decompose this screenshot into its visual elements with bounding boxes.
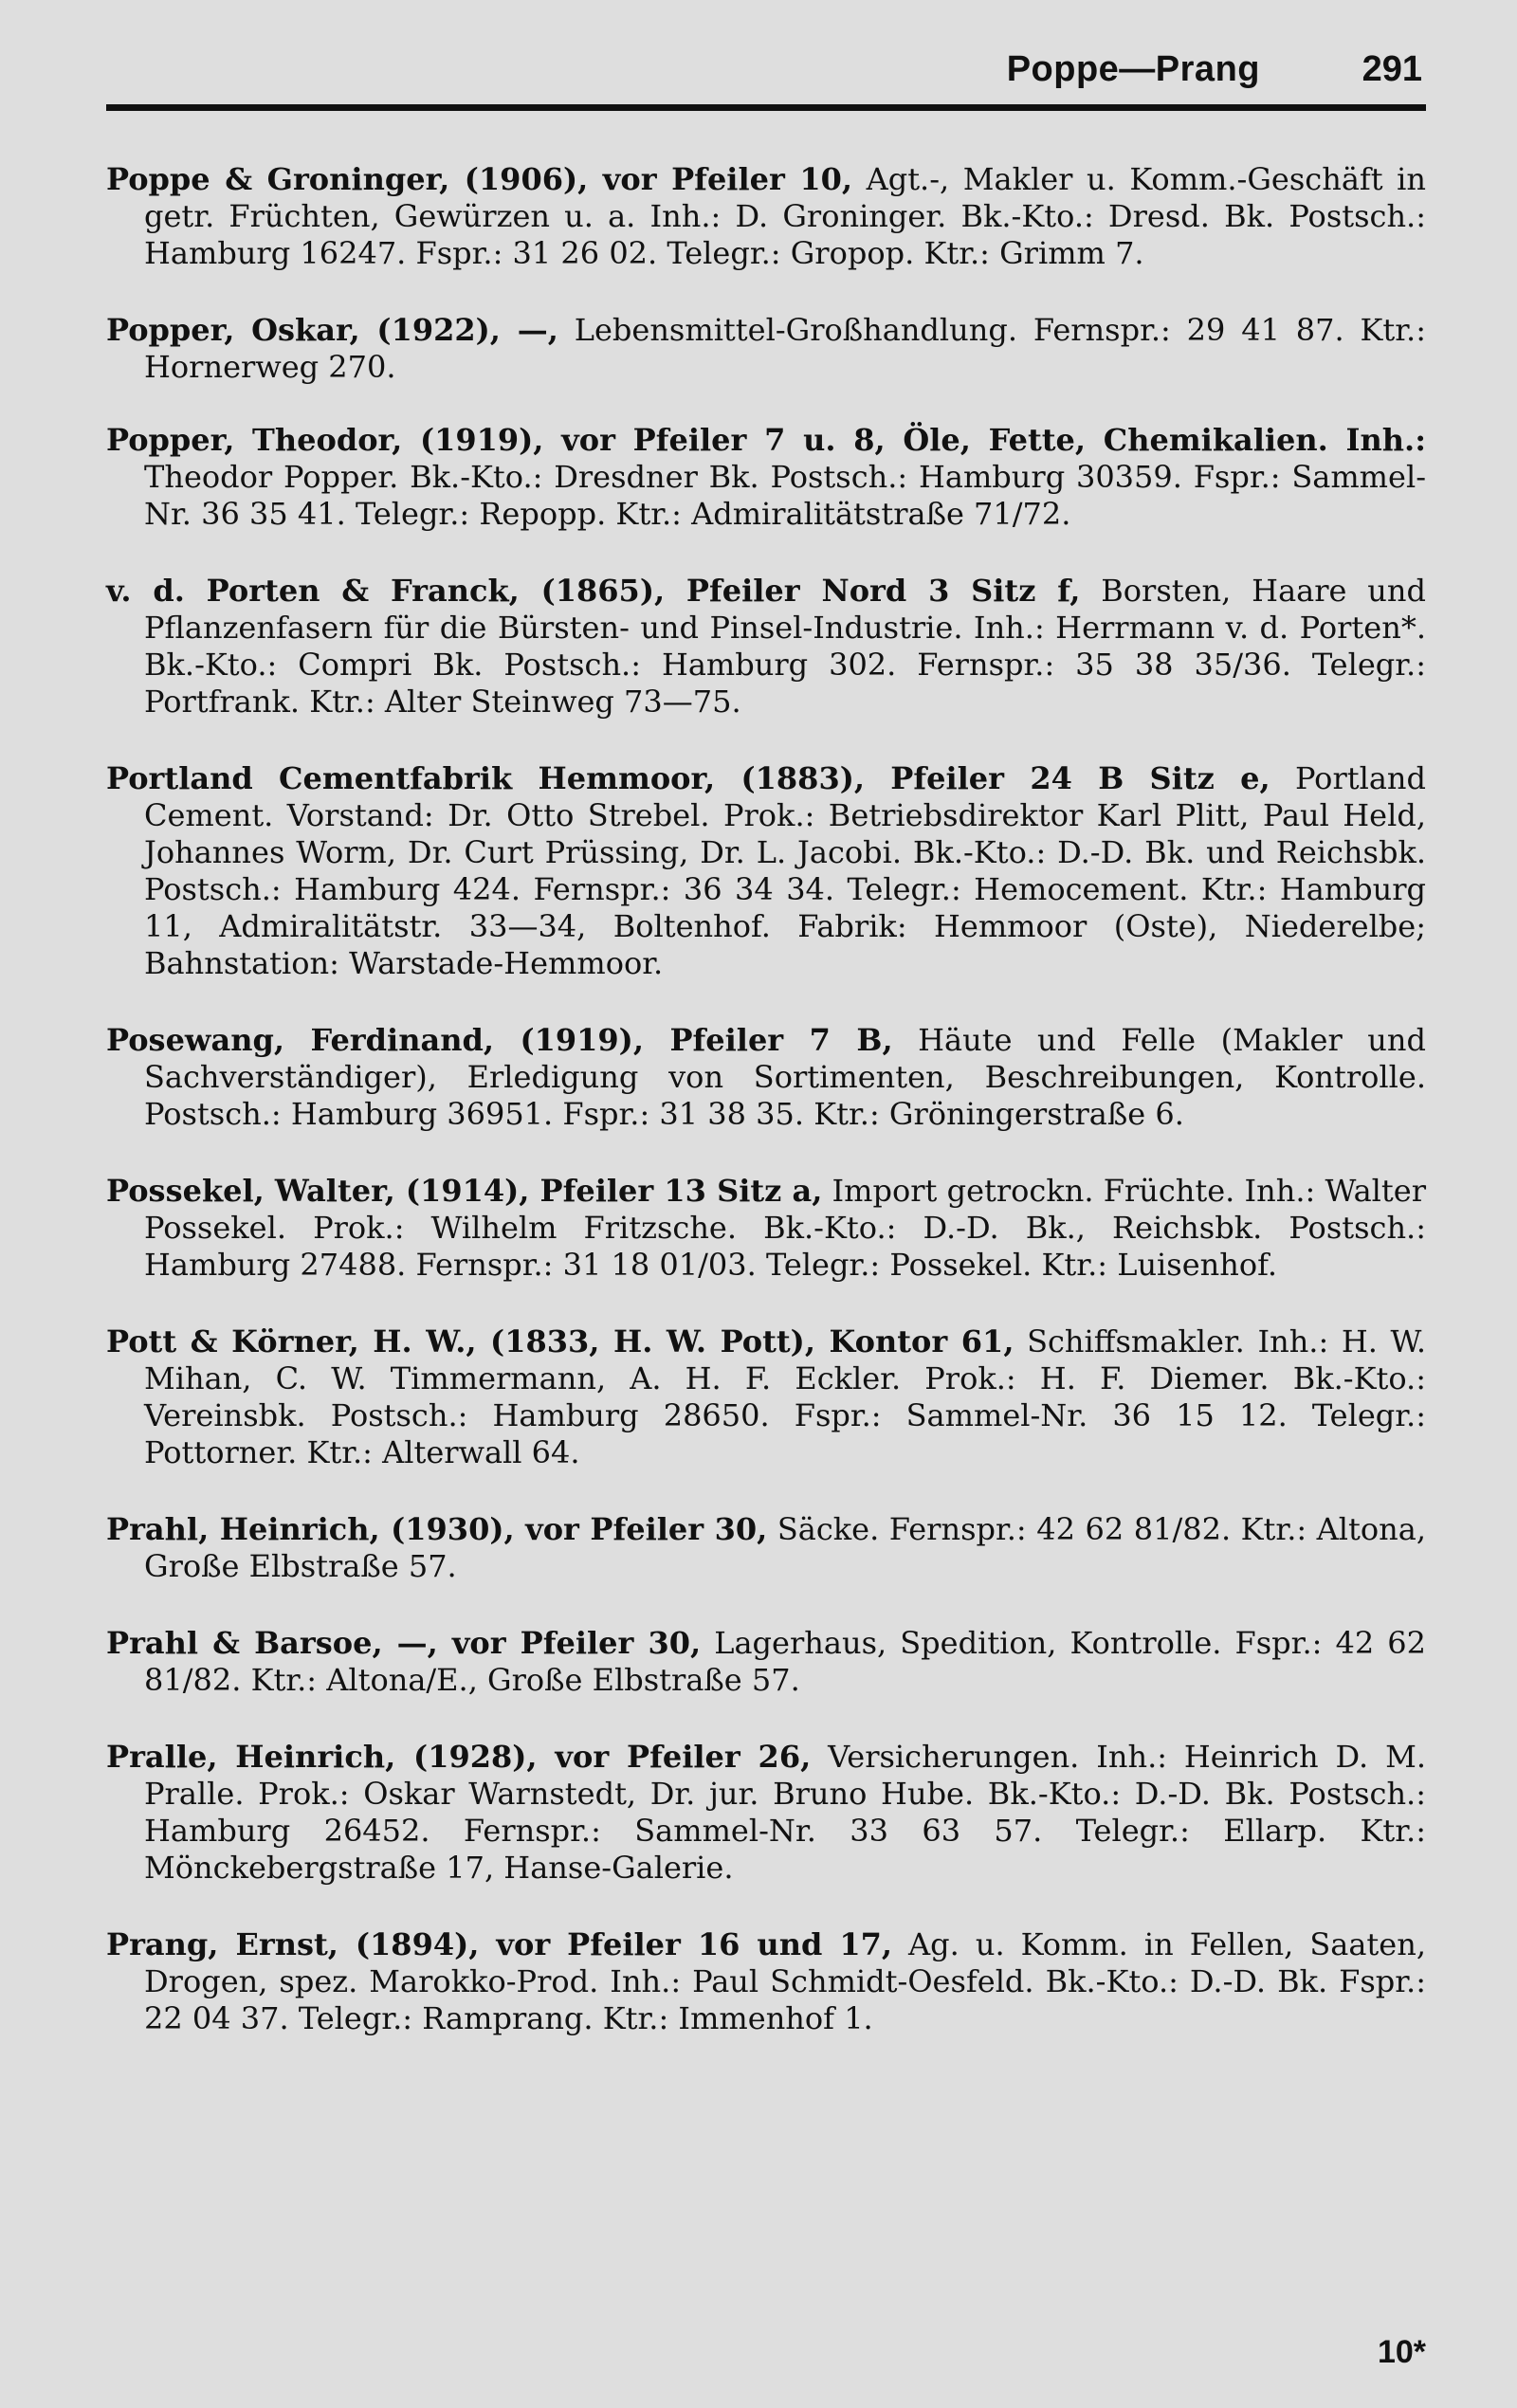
entry-possekel-walter <box>106 1173 1426 1284</box>
entry-popper-theodor <box>106 422 1426 533</box>
entry-pralle-heinrich <box>106 1739 1426 1887</box>
entry-text: Lebensmittel-Großhandlung. Fernspr.: 29 41 87. Ktr.: Hornerweg 270. <box>144 312 1426 385</box>
entry-poppe-groninger <box>106 161 1426 272</box>
entry-name: Pralle, Heinrich, (1928), vor Pfeiler 26, <box>106 1739 812 1775</box>
entry-text: Agt.-, Makler u. Komm.-Geschäft in getr. Früchten, Gewürzen u. a. Inh.: D. Groninger. Bk.-Kto.: Dresd. Bk. Postsch.: Hamburg 16247. Fspr.: 31 26 02. Telegr.: Gropop. Ktr.: Grimm 7. <box>144 161 1426 271</box>
entry-text: Theodor Popper. Bk.-Kto.: Dresdner Bk. Postsch.: Hamburg 30359. Fspr.: Sammel-Nr. 36 35 41. Telegr.: Repopp. Ktr.: Admiralitätstraße 71/72. <box>144 459 1426 532</box>
entry-name: Possekel, Walter, (1914), Pfeiler 13 Sitz a, <box>106 1173 823 1209</box>
running-title: Poppe—Prang <box>1006 49 1260 89</box>
entry-text: Borsten, Haare und Pflanzenfasern für die Bürsten- und Pinsel-Industrie. Inh.: Herrmann v. d. Porten*. Bk.-Kto.: Compri Bk. Postsch.: Hamburg 302. Fernspr.: 35 38 35/36. Telegr.: Portfrank. Ktr.: Alter Steinweg 73—75. <box>144 573 1426 720</box>
entry-name: Popper, Oskar, (1922), —, <box>106 312 558 348</box>
entry-name: Prang, Ernst, (1894), vor Pfeiler 16 und 17, <box>106 1926 893 1962</box>
entry-text: Schiffsmakler. Inh.: H. W. Mihan, C. W. Timmermann, A. H. F. Eckler. Prok.: H. F. Diemer. Bk.-Kto.: Vereinsbk. Postsch.: Hamburg 28650. Fspr.: Sammel-Nr. 36 15 12. Telegr.: Pottorner. Ktr.: Alterwall 64. <box>144 1323 1427 1470</box>
entry-text: Import getrockn. Früchte. Inh.: Walter Possekel. Prok.: Wilhelm Fritzsche. Bk.-Kto.: D.-D. Bk., Reichsbk. Postsch.: Hamburg 27488. Fernspr.: 31 18 01/03. Telegr.: Possekel. Ktr.: Luisenhof. <box>144 1173 1427 1283</box>
running-head <box>106 49 1426 97</box>
entry-posewang-ferdinand <box>106 1022 1426 1133</box>
header-rule <box>106 104 1426 111</box>
entry-prahl-heinrich <box>106 1511 1426 1585</box>
entry-portland-cementfabrik <box>106 760 1426 982</box>
entry-name: Poppe & Groninger, (1906), vor Pfeiler 10, <box>106 161 853 197</box>
entry-name: Pott & Körner, H. W., (1833, H. W. Pott), Kontor 61, <box>106 1323 1014 1359</box>
entry-prahl-barsoe <box>106 1625 1426 1699</box>
entry-prang-ernst <box>106 1926 1426 2037</box>
entry-popper-oskar <box>106 312 1426 386</box>
entry-text: Ag. u. Komm. in Fellen, Saaten, Drogen, spez. Marokko-Prod. Inh.: Paul Schmidt-Oesfeld. Bk.-Kto.: D.-D. Bk. Fspr.: 22 04 37. Telegr.: Ramprang. Ktr.: Immenhof 1. <box>144 1926 1427 2036</box>
page-number: 291 <box>1362 49 1422 89</box>
entry-name: Popper, Theodor, (1919), vor Pfeiler 7 u. 8, Öle, Fette, Chemikalien. Inh.: <box>106 422 1426 458</box>
entry-pott-koerner <box>106 1323 1426 1471</box>
entry-name: Posewang, Ferdinand, (1919), Pfeiler 7 B, <box>106 1022 893 1058</box>
signature-mark: 10* <box>1377 2334 1426 2370</box>
entry-text: Lagerhaus, Spedition, Kontrolle. Fspr.: 42 62 81/82. Ktr.: Altona/E., Große Elbstraße 57. <box>144 1625 1427 1698</box>
entry-text: Versicherungen. Inh.: Heinrich D. M. Pralle. Prok.: Oskar Warnstedt, Dr. jur. Bruno Hube. Bk.-Kto.: D.-D. Bk. Postsch.: Hamburg 26452. Fernspr.: Sammel-Nr. 33 63 57. Telegr.: Ellarp. Ktr.: Mönckebergstraße 17, Hanse-Galerie. <box>144 1739 1427 1886</box>
entries-list <box>106 161 1426 2037</box>
entry-text: Häute und Felle (Makler und Sachverständiger), Erledigung von Sortimenten, Beschreibungen, Kontrolle. Postsch.: Hamburg 36951. Fspr.: 31 38 35. Ktr.: Gröningerstraße 6. <box>144 1022 1427 1132</box>
entry-name: v. d. Porten & Franck, (1865), Pfeiler Nord 3 Sitz f, <box>106 573 1081 609</box>
entry-porten-franck <box>106 573 1426 721</box>
entry-text: Säcke. Fernspr.: 42 62 81/82. Ktr.: Altona, Große Elbstraße 57. <box>144 1511 1427 1584</box>
entry-name: Portland Cementfabrik Hemmoor, (1883), Pfeiler 24 B Sitz e, <box>106 760 1270 796</box>
entry-name: Prahl & Barsoe, —, vor Pfeiler 30, <box>106 1625 702 1661</box>
entry-text: Portland Cement. Vorstand: Dr. Otto Strebel. Prok.: Betriebsdirektor Karl Plitt, Paul Held, Johannes Worm, Dr. Curt Prüssing, Dr. L. Jacobi. Bk.-Kto.: D.-D. Bk. und Reichsbk. Postsch.: Hamburg 424. Fernspr.: 36 34 34. Telegr.: Hemocement. Ktr.: Hamburg 11, Admiralitätstr. 33—34, Boltenhof. Fabrik: Hemmoor (Oste), Niederelbe; Bahnstation: Warstade-Hemmoor. <box>144 760 1427 981</box>
entry-name: Prahl, Heinrich, (1930), vor Pfeiler 30, <box>106 1511 768 1547</box>
